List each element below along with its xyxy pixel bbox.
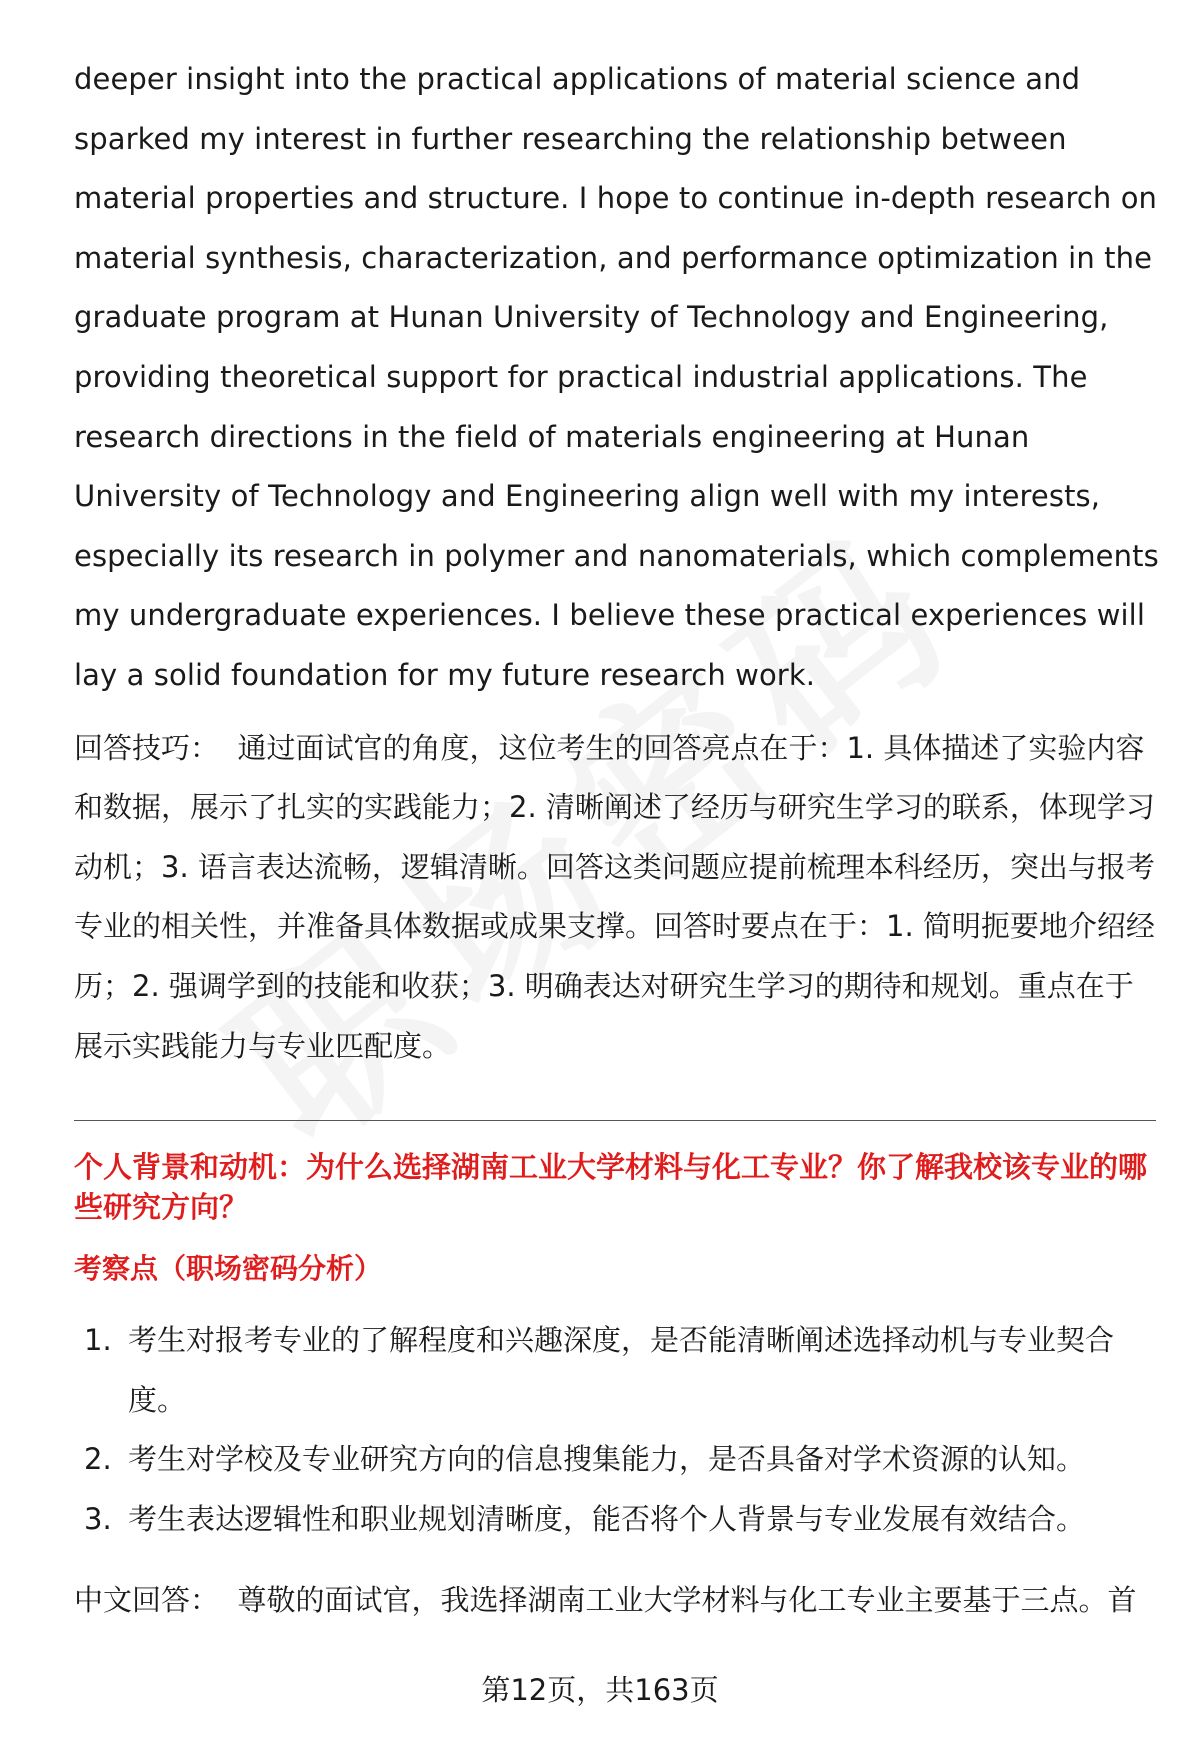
english-paragraph: deeper insight into the practical applications of material science and sparked my interest in further researching the relationship between material properties and structure. I hope to continue in-depth research on material synthesis, characterization, and performance optimization in the graduate program at Hunan University of Technology and Engineering, providing theoretical support for practical industrial applications. The research directions in the field of materials engineering at Hunan University of Technology and Engineering align well with my interests, especially its research in polymer and nanomaterials, which complements my undergraduate experiences. I believe these practical experiences will lay a solid foundation for my future research work. (74, 62, 1159, 692)
list-item-number: 3. (84, 1501, 112, 1536)
page-number: 第12页，共163页 (481, 1673, 719, 1707)
content-area (74, 50, 1160, 1625)
list-item (74, 1430, 1160, 1490)
tip-label: 回答技巧： (74, 730, 220, 765)
assessment-points-list (74, 1311, 1160, 1549)
section-title: 考察点（职场密码分析） (74, 1252, 383, 1286)
question-title: 个人背景和动机：为什么选择湖南工业大学材料与化工专业？你了解我校该专业的哪些研究方向？ (74, 1150, 1148, 1225)
list-item (74, 1490, 1160, 1550)
section-divider (74, 1120, 1156, 1121)
answer-text: 尊敬的面试官，我选择湖南工业大学材料与化工专业主要基于三点。首 (237, 1583, 1137, 1618)
list-item-text: 考生对学校及专业研究方向的信息搜集能力，是否具备对学术资源的认知。 (128, 1442, 1086, 1477)
list-item-number: 2. (84, 1442, 112, 1477)
list-item-text: 考生表达逻辑性和职业规划清晰度，能否将个人背景与专业发展有效结合。 (128, 1501, 1086, 1536)
answer-tip (74, 719, 1160, 1077)
tip-text: 通过面试官的角度，这位考生的回答亮点在于：1. 具体描述了实验内容和数据，展示了扎实的实践能力；2. 清晰阐述了经历与研究生学习的联系，体现学习动机；3. 语言表达流畅，逻辑清晰。回答这类问题应提前梳理本科经历，突出与报考专业的相关性，并准备具体数据或成果支撑。回答时要点在于：1. 简明扼要地介绍经历；2. 强调学到的技能和收获；3. 明确表达对研究生学习的期待和规划。重点在于展示实践能力与专业匹配度。 (74, 730, 1155, 1063)
chinese-answer (74, 1575, 1160, 1625)
answer-label: 中文回答： (74, 1583, 220, 1618)
list-item (74, 1311, 1160, 1430)
list-item-text: 考生对报考专业的了解程度和兴趣深度，是否能清晰阐述选择动机与专业契合度。 (128, 1323, 1115, 1417)
list-item-number: 1. (84, 1323, 112, 1358)
